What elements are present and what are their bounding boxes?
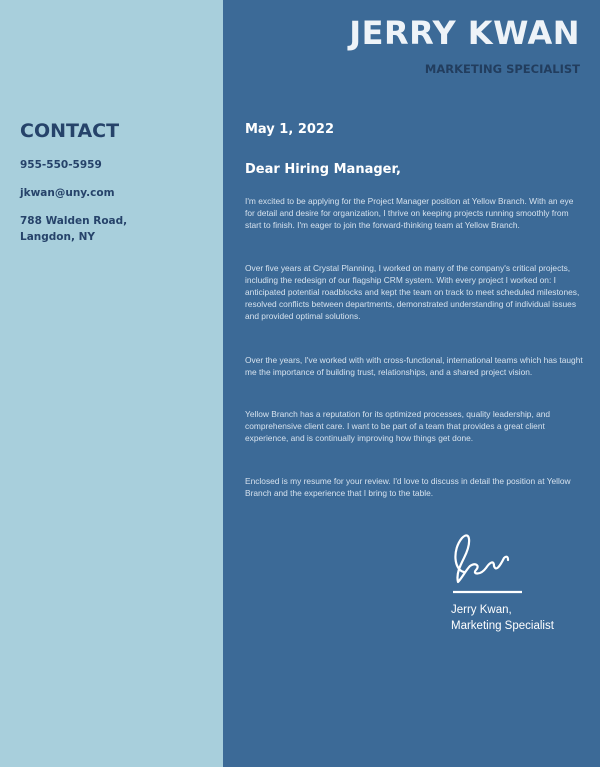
letter-paragraph: Over five years at Crystal Planning, I worked on many of the company's critical projects, including the redesign of our flagship CRM system. With every project I worked on: I anticipated potential roadblocks and kept the team on track to meet scheduled milestones, resolved conflicts between departments, demonstrated understanding of individual issues and provided optimal solutions. [245,263,580,322]
address-line-2: Langdon, NY [20,231,96,243]
letter-paragraph: Over the years, I've worked with with cross-functional, international teams which has taught me the importance of building trust, relationships, and a shared project vision. [245,355,583,378]
applicant-title: MARKETING SPECIALIST [424,62,580,76]
closing-name: Jerry Kwan, [451,604,512,616]
letter-salutation: Dear Hiring Manager, [245,162,401,177]
signature-icon [450,530,526,596]
contact-email: jkwan@uny.com [20,187,115,199]
letter-panel [223,0,600,767]
contact-heading: CONTACT [20,120,120,142]
applicant-name: JERRY KWAN [349,14,580,52]
letter-paragraph: Yellow Branch has a reputation for its optimized processes, quality leadership, and comprehensive client care. I want to be part of a team that provides a great client experience, and is continually improving how things get done. [245,409,551,444]
contact-phone: 955-550-5959 [20,159,102,171]
closing-title: Marketing Specialist [451,620,554,632]
letter-paragraph: I'm excited to be applying for the Project Manager position at Yellow Branch. With an eye for detail and desire for organization, I thrive on keeping projects running smoothly from start to finish. I'm eager to join the forward-thinking team at Yellow Branch. [245,196,574,231]
address-line-1: 788 Walden Road, [20,215,128,227]
letter-date: May 1, 2022 [245,122,335,137]
letter-paragraph: Enclosed is my resume for your review. I'd love to discuss in detail the position at Yellow Branch and the experience that I bring to the table. [245,476,571,499]
sidebar [0,0,223,767]
